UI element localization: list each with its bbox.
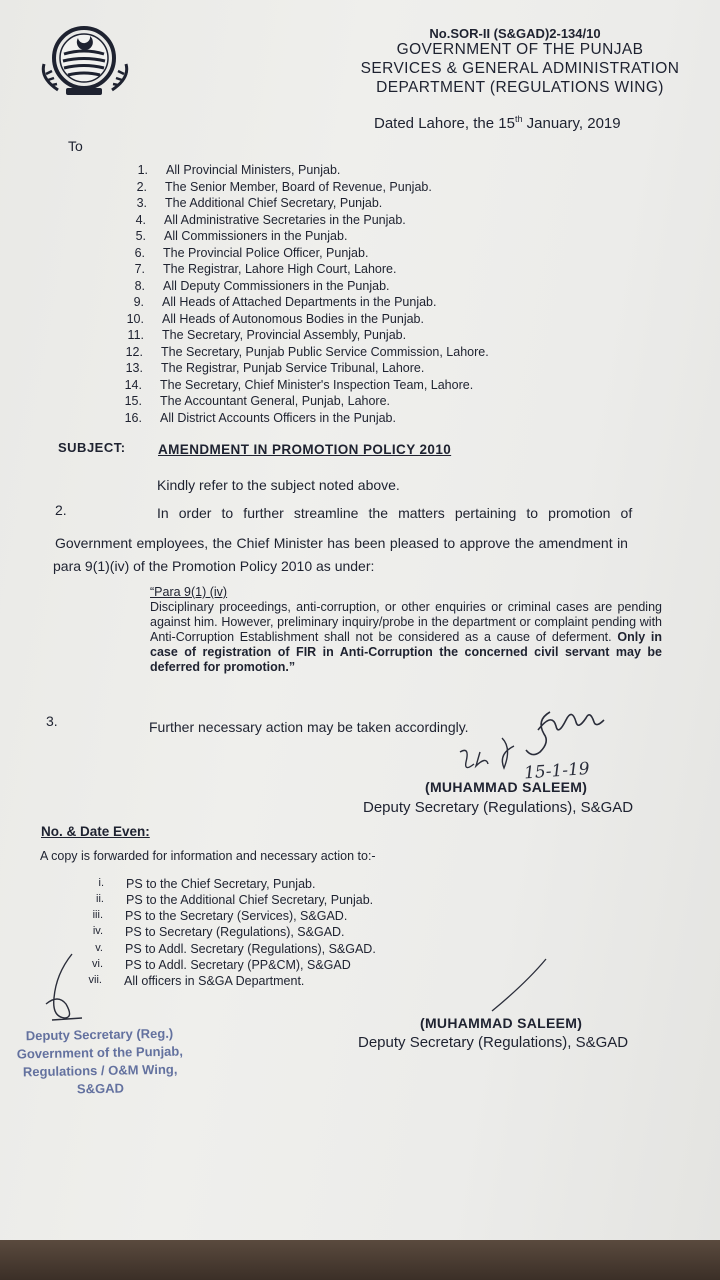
- policy-quote: [150, 585, 662, 675]
- date-ordinal: th: [514, 114, 523, 124]
- subject-title: AMENDMENT IN PROMOTION POLICY 2010: [158, 442, 452, 457]
- signature-1-designation: Deputy Secretary (Regulations), S&GAD: [363, 799, 634, 816]
- stamp-line-3: Regulations / O&M Wing,: [22, 1061, 178, 1080]
- stamp-line-2: Government of the Punjab,: [16, 1043, 184, 1062]
- signature-1-name: (MUHAMMAD SALEEM): [425, 779, 588, 795]
- paragraph-2-line-2: Government employees, the Chief Minister has been pleased to approve the amendment in: [55, 535, 628, 551]
- header-line-2: SERVICES & GENERAL ADMINISTRATION: [360, 60, 680, 77]
- punjab-emblem-logo: [38, 24, 132, 98]
- stamp-line-1: Deputy Secretary (Reg.): [25, 1025, 174, 1044]
- initials-scribble: [38, 950, 88, 1030]
- paragraph-3: Further necessary action may be taken accordingly.: [149, 719, 469, 735]
- signature-1-scribble: [440, 700, 670, 790]
- quote-heading: “Para 9(1) (iv): [150, 585, 228, 599]
- paragraph-2-number: 2.: [55, 502, 67, 518]
- signature-2-scribble: [480, 955, 560, 1015]
- stamp-line-4: S&GAD: [76, 1080, 125, 1097]
- paragraph-3-number: 3.: [46, 713, 58, 729]
- signature-2-name: (MUHAMMAD SALEEM): [420, 1015, 583, 1031]
- paragraph-2-line-3: para 9(1)(iv) of the Promotion Policy 2010 as under:: [53, 558, 375, 574]
- document-page: No.SOR-II (S&GAD)2-134/10 GOVERNMENT OF THE PUNJAB SERVICES & GENERAL ADMINISTRATION DEPARTMENT (REGULATIONS WING) Dated Lahore, the 15th January, 2019 To 1. All Provincial Ministers, Punjab. 2. The Senior Member, Board of Revenue, Punjab. 3. The Additional Chief Secretary, Punjab. 4. All Administrative Secretaries in the Punjab. 5. All Commissioners in the Punjab. 6. The Provincial Police Officer, Punjab. 7. The Registrar, Lahore High Court, Lahore. 8. All Deputy Commissioners in the Punjab. 9. All Heads of Attached Departments in the Punjab. 10. All Heads of Autonomous Bodies in the Punjab. 11. The Secretary, Provincial Assembly, Punjab. 12. The Secretary, Punjab Public Service Commission, Lahore. 13. The Registrar, Punjab Service Tribunal, Lahore. 14. The Secretary, Chief Minister's Inspection Team, Lahore. 15. The Accountant General, Punjab, Lahore. 16. All District Accounts Officers in the Punjab. SUBJECT: AMENDMENT IN PROMOTION POLICY 2010 Kindly refer to the subject noted above. 2. In order to further streamline the matters pertaining to promotion of Government employees, the Chief Minister has been pleased to approve the amendment in para 9(1)(iv) of the Promotion Policy 2010 as under: “Para 9(1) (iv) Disciplinary proceedings, anti-corruption, or other enquiries or criminal cases are pending against him. However, preliminary inquiry/probe in the department or complaint pending with Anti-Corruption Establishment shall not be considered as a cause of deferment. Only in case of registration of FIR in Anti-Corruption the concerned civil servant may be deferred for promotion.” 3. Further necessary action may be taken accordingly. 15-1-19 (MUHAMMAD SALEEM) Deputy Secretary (Regulations), S&GAD No. & Date Even: A copy is forwarded for information and necessary action to:- i. PS to the Chief Secretary, Punjab. ii. PS to the Additional Chief Secretary, Punjab. iii. PS to the Secretary (Services), S&GAD. iv. PS to Secretary (Regulations), S&GAD. v. PS to Addl. Secretary (Regulations), S&GAD. vi. PS to Addl. Secretary (PP&CM), S&GAD vii. All officers in S&GA Department. (MUHAMMAD SALEEM) Deputy Secretary (Regulations), S&GAD Deputy Secretary (Reg.) Government of the Punjab, Regulations / O&M Wing, S&GAD: [0, 0, 720, 1240]
- official-stamp: [0, 1024, 201, 1099]
- copy-intro: A copy is forwarded for information and necessary action to:-: [40, 849, 376, 863]
- reference-number: No.SOR-II (S&GAD)2-134/10: [429, 26, 601, 41]
- paragraph-1: Kindly refer to the subject noted above.: [157, 477, 400, 493]
- background-surface: [0, 1240, 720, 1280]
- header-line-3: DEPARTMENT (REGULATIONS WING): [376, 79, 664, 96]
- header-line-1: GOVERNMENT OF THE PUNJAB: [396, 41, 644, 58]
- to-label: To: [68, 138, 83, 154]
- copy-heading: No. & Date Even:: [41, 824, 150, 839]
- date-line: [374, 114, 621, 132]
- quote-text: Disciplinary proceedings, anti-corruption, or other enquiries or criminal cases are pending against him. However, preliminary inquiry/probe in the department or complaint pending with Anti-Corruption Establishment shall not be considered as a cause of deferment.: [150, 600, 662, 644]
- quote-bold-text: Only in case of registration of FIR in Anti-Corruption the concerned civil servant may be deferred for promotion.”: [150, 630, 662, 674]
- subject-label: SUBJECT:: [58, 440, 126, 455]
- date-suffix: January, 2019: [522, 115, 621, 132]
- date-prefix: Dated Lahore, the 15: [374, 115, 515, 132]
- signature-1-date: 15-1-19: [523, 758, 591, 784]
- signature-2-designation: Deputy Secretary (Regulations), S&GAD: [358, 1034, 629, 1051]
- paragraph-2-line-1: In order to further streamline the matters pertaining to promotion of: [157, 505, 633, 521]
